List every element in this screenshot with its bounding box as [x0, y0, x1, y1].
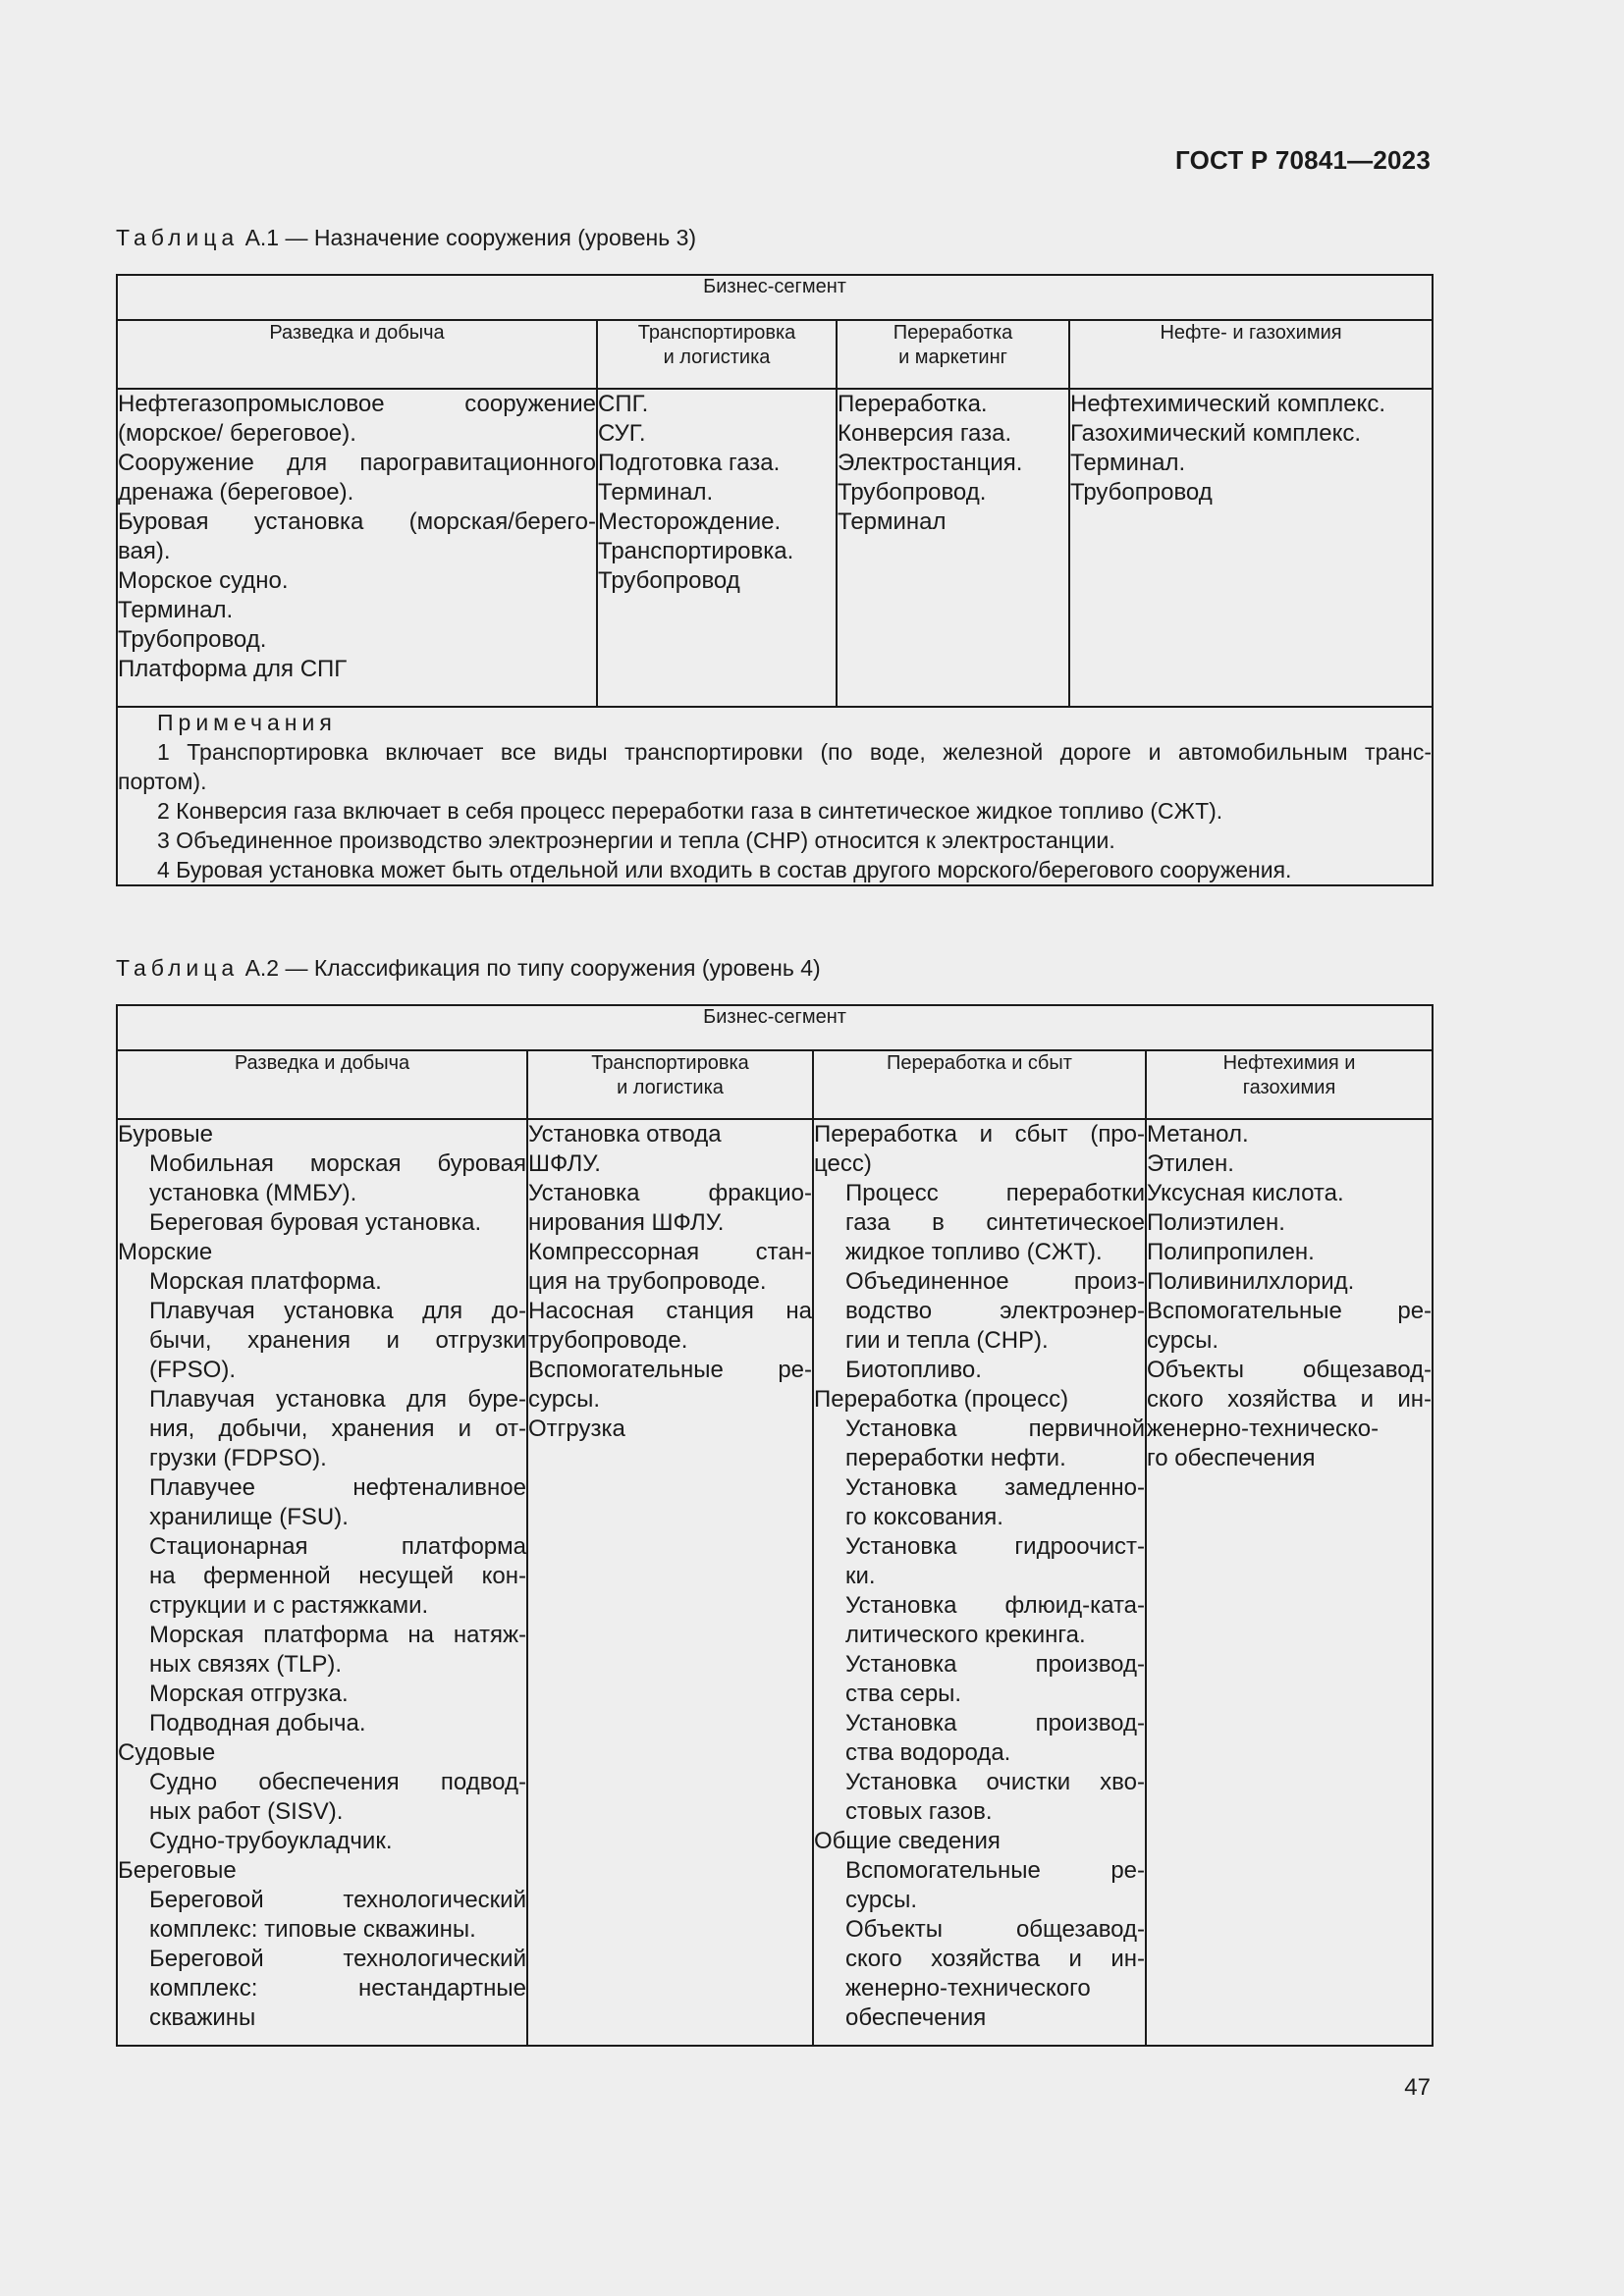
column-header-text: Переработка и сбыт [887, 1052, 1072, 1074]
cell-line: грузки (FDPSO). [149, 1445, 327, 1471]
column-header [527, 1050, 813, 1119]
cell-line: СПГ. [598, 391, 649, 417]
cell-line: гии и тепла (CHP). [845, 1327, 1049, 1354]
standard-code: ГОСТ Р 70841—2023 [1175, 145, 1431, 175]
cell-line: го коксования. [845, 1504, 1003, 1530]
cell-line: Судно обеспечения подвод- [149, 1769, 526, 1795]
cell-line: на ферменной несущей кон- [149, 1563, 526, 1589]
note-line: 1 Транспортировка включает все виды транспортировки (по воде, железной дороге и автомобильным транс- [157, 739, 1433, 765]
cell-line: Трубопровод [598, 567, 740, 594]
cell-line: Процесс переработки [845, 1180, 1145, 1206]
cell-petrochemistry [1069, 389, 1433, 707]
cell-line: Подготовка газа. [598, 450, 781, 476]
cell-line: Терминал [838, 508, 947, 535]
column-header-text: Транспортировка и логистика [591, 1052, 749, 1098]
cell-line: Метанол. [1147, 1121, 1249, 1148]
cell-line: ства водорода. [845, 1739, 1011, 1766]
cell-line: ского хозяйства и ин- [1147, 1386, 1433, 1413]
cell-line: Плавучая установка для до- [149, 1298, 526, 1324]
cell-line: ния, добычи, хранения и от- [149, 1415, 526, 1442]
column-header [597, 320, 837, 389]
column-header-text: Разведка и добыча [234, 1052, 410, 1074]
cell-line: женерно-технического [845, 1975, 1091, 2002]
cell-line: (морское/ береговое). [118, 420, 356, 447]
cell-lines [598, 390, 836, 596]
table-a1 [116, 274, 1434, 886]
cell-line: Вспомогательные ре- [528, 1357, 812, 1383]
cell-line: Транспортировка. [598, 538, 794, 564]
cell-line: Общие сведения [814, 1828, 1001, 1854]
cell-line: Морская отгрузка. [149, 1681, 349, 1707]
cell-line: Этилен. [1147, 1150, 1234, 1177]
cell-line: стовых газов. [845, 1798, 993, 1825]
cell-line: Полипропилен. [1147, 1239, 1315, 1265]
cell-line: Береговые [118, 1857, 237, 1884]
cell-line: Морское судно. [118, 567, 289, 594]
cell-line: ки. [845, 1563, 876, 1589]
column-header-text: Нефтехимия и газохимия [1222, 1052, 1356, 1098]
cell-line: Установка производ- [845, 1710, 1145, 1736]
cell-line: Береговой технологический [149, 1946, 526, 1972]
cell-line: Морская платформа на натяж- [149, 1622, 526, 1648]
cell-line: Переработка и сбыт (про- [814, 1121, 1145, 1148]
cell-line: Трубопровод. [118, 626, 267, 653]
cell-line: сурсы. [528, 1386, 600, 1413]
cell-line: Буровые [118, 1121, 213, 1148]
cell-line: ция на трубопроводе. [528, 1268, 767, 1295]
cell-line: Терминал. [598, 479, 714, 506]
column-header [813, 1050, 1146, 1119]
cell-line: Биотопливо. [845, 1357, 982, 1383]
cell-line: Плавучая установка для буре- [149, 1386, 526, 1413]
cell-line: скважины [149, 2004, 256, 2031]
cell-line: Объекты общезавод- [845, 1916, 1145, 1943]
cell-line: Переработка. [838, 391, 988, 417]
cell-processing [837, 389, 1069, 707]
notes-cell [117, 707, 1433, 885]
cell-line: Полиэтилен. [1147, 1209, 1285, 1236]
cell-line: Установка замедленно- [845, 1474, 1145, 1501]
cell-line: переработки нефти. [845, 1445, 1066, 1471]
cell-line: Объекты общезавод- [1147, 1357, 1433, 1383]
cell-line: Сооружение для парогравитационного [118, 450, 596, 476]
cell-line: Трубопровод [1070, 479, 1213, 506]
cell-line: Вспомогательные ре- [1147, 1298, 1433, 1324]
cell-line: водство электроэнер- [845, 1298, 1145, 1324]
note-line: 4 Буровая установка может быть отдельной или входить в состав другого морского/берегового сооружения. [157, 857, 1292, 882]
cell-line: ского хозяйства и ин- [845, 1946, 1145, 1972]
cell-line: Установка очистки хво- [845, 1769, 1145, 1795]
cell-line: Уксусная кислота. [1147, 1180, 1344, 1206]
column-header-text: Разведка и добыча [269, 322, 445, 344]
cell-line: Отгрузка [528, 1415, 625, 1442]
cell-line: Объединенное произ- [845, 1268, 1145, 1295]
cell-line: Установка гидроочист- [845, 1533, 1145, 1560]
cell-line: Подводная добыча. [149, 1710, 366, 1736]
cell-line: Нефтегазопромысловое сооружение [118, 391, 596, 417]
segment-header: Бизнес-сегмент [117, 275, 1433, 320]
notes-lines [118, 737, 1432, 884]
cell-line: Морские [118, 1239, 213, 1265]
cell-exploration [117, 389, 597, 707]
cell-line: газа в синтетическое [845, 1209, 1145, 1236]
cell-line: го обеспечения [1147, 1445, 1316, 1471]
cell-line: Береговой технологический [149, 1887, 526, 1913]
cell-line: ШФЛУ. [528, 1150, 601, 1177]
cell-transport [527, 1119, 813, 2046]
cell-line: цесс) [814, 1150, 872, 1177]
cell-line: Трубопровод. [838, 479, 987, 506]
cell-line: трубопроводе. [528, 1327, 688, 1354]
cell-line: дренажа (береговое). [118, 479, 354, 506]
segment-header: Бизнес-сегмент [117, 1005, 1433, 1050]
note-line: 3 Объединенное производство электроэнергии и тепла (CHP) относится к электростанции. [157, 828, 1115, 853]
page-number: 47 [1404, 2074, 1431, 2101]
cell-line: бычи, хранения и отгрузки [149, 1327, 526, 1354]
column-header [837, 320, 1069, 389]
note-line: портом). [118, 769, 207, 794]
cell-line: Мобильная морская буровая [149, 1150, 526, 1177]
table-a1-caption [116, 225, 696, 251]
column-header-text: Транспортировка и логистика [637, 322, 796, 368]
cell-line: Компрессорная стан- [528, 1239, 812, 1265]
column-header-text: Переработка и маркетинг [893, 322, 1013, 368]
cell-line: ства серы. [845, 1681, 962, 1707]
cell-line: Установка отвода [528, 1121, 722, 1148]
cell-line: Электростанция. [838, 450, 1023, 476]
cell-line: женерно-техническо- [1147, 1415, 1380, 1442]
cell-line: Переработка (процесс) [814, 1386, 1069, 1413]
column-header-text: Нефте- и газохимия [1160, 322, 1342, 344]
cell-line: Вспомогательные ре- [845, 1857, 1145, 1884]
cell-line: Установка флюид-ката- [845, 1592, 1145, 1619]
cell-line: Плавучее нефтеналивное [149, 1474, 526, 1501]
cell-petrochemistry [1146, 1119, 1433, 2046]
cell-line: установка (ММБУ). [149, 1180, 357, 1206]
cell-line: ных связях (TLP). [149, 1651, 342, 1678]
cell-line: Газохимический комплекс. [1070, 420, 1362, 447]
caption-text: А.2 — Классификация по типу сооружения (уровень 4) [244, 955, 821, 981]
cell-line: Судно-трубоукладчик. [149, 1828, 393, 1854]
cell-line: (FPSO). [149, 1357, 236, 1383]
cell-lines [118, 390, 596, 684]
column-header [117, 1050, 527, 1119]
note-line: 2 Конверсия газа включает в себя процесс переработки газа в синтетическое жидкое топливо (СЖТ). [157, 798, 1223, 824]
cell-line: Установка фракцио- [528, 1180, 812, 1206]
cell-lines [838, 390, 1068, 537]
column-header [117, 320, 597, 389]
cell-line: Поливинилхлорид. [1147, 1268, 1355, 1295]
table-a2-caption [116, 955, 821, 982]
cell-lines [118, 1120, 526, 2033]
cell-line: Морская платформа. [149, 1268, 382, 1295]
cell-line: Месторождение. [598, 508, 782, 535]
cell-lines [528, 1120, 812, 1444]
caption-text: А.1 — Назначение сооружения (уровень 3) [244, 225, 697, 250]
caption-word: Таблица [116, 955, 240, 981]
table-a2 [116, 1004, 1434, 2047]
caption-word: Таблица [116, 225, 240, 250]
cell-line: хранилище (FSU). [149, 1504, 349, 1530]
cell-line: комплекс: нестандартные [149, 1975, 526, 2002]
column-header [1146, 1050, 1433, 1119]
cell-line: Платформа для СПГ [118, 656, 348, 682]
cell-line: Установка первичной [845, 1415, 1145, 1442]
column-header [1069, 320, 1433, 389]
cell-line: комплекс: типовые скважины. [149, 1916, 476, 1943]
cell-processing [813, 1119, 1146, 2046]
cell-lines [1070, 390, 1432, 507]
cell-exploration [117, 1119, 527, 2046]
cell-lines [1147, 1120, 1432, 1473]
cell-line: литического крекинга. [845, 1622, 1086, 1648]
cell-line: Установка производ- [845, 1651, 1145, 1678]
cell-line: Береговая буровая установка. [149, 1209, 482, 1236]
cell-line: сурсы. [1147, 1327, 1218, 1354]
cell-line: жидкое топливо (СЖТ). [845, 1239, 1103, 1265]
cell-line: Терминал. [1070, 450, 1186, 476]
cell-line: Нефтехимический комплекс. [1070, 391, 1385, 417]
cell-line: СУГ. [598, 420, 646, 447]
cell-line: струкции и с растяжками. [149, 1592, 429, 1619]
cell-line: Конверсия газа. [838, 420, 1012, 447]
cell-line: ных работ (SISV). [149, 1798, 344, 1825]
cell-line: вая). [118, 538, 171, 564]
cell-line: Терминал. [118, 597, 234, 623]
cell-line: сурсы. [845, 1887, 917, 1913]
cell-lines [814, 1120, 1145, 2033]
notes-title: Примечания [157, 710, 337, 735]
cell-line: Стационарная платформа [149, 1533, 526, 1560]
cell-line: Насосная станция на [528, 1298, 812, 1324]
cell-line: Буровая установка (морская/берего- [118, 508, 596, 535]
cell-line: обеспечения [845, 2004, 987, 2031]
cell-transport [597, 389, 837, 707]
cell-line: Судовые [118, 1739, 216, 1766]
cell-line: нирования ШФЛУ. [528, 1209, 725, 1236]
